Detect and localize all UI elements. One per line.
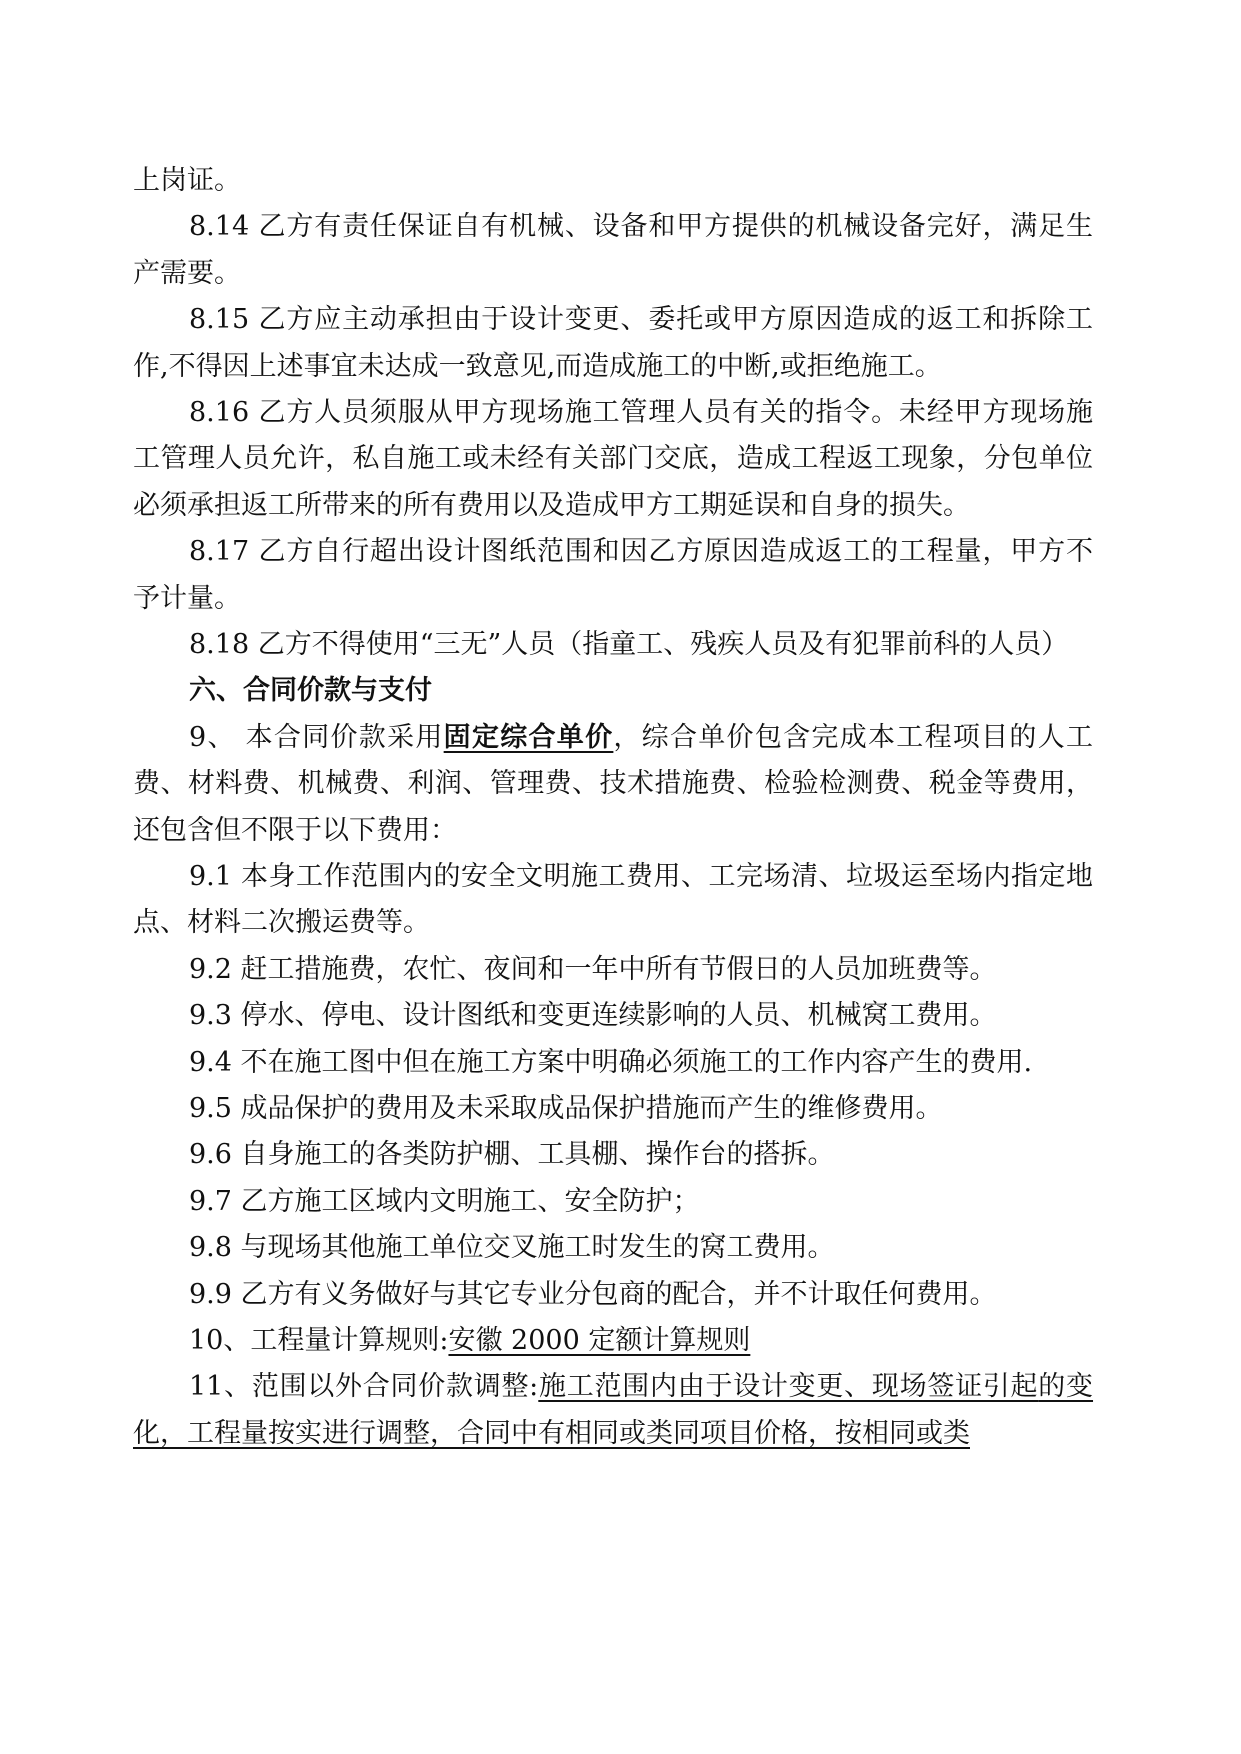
clause-9-6: 9.6 自身施工的各类防护棚、工具棚、操作台的搭拆。 xyxy=(189,1139,835,1171)
paragraph-line: 上岗证。 xyxy=(133,165,241,196)
clause-10: 10、工程量计算规则:安徽 2000 定额计算规则 xyxy=(189,1325,751,1357)
clause-9-9: 9.9 乙方有义务做好与其它专业分包商的配合，并不计取任何费用。 xyxy=(189,1278,997,1310)
clause-8-14: 8.14 乙方有责任保证自有机械、设备和甲方提供的机械设备完好，满足生产需要。 xyxy=(133,211,1093,289)
clause-9-4: 9.4 不在施工图中但在施工方案中明确必须施工的工作内容产生的费用. xyxy=(189,1046,1033,1078)
clause-11: 11、范围以外合同价款调整:施工范围内由于设计变更、现场签证引起的变化，工程量按实进行调整，合同中有相同或类同项目价格，按相同或类 xyxy=(133,1371,1094,1449)
clause-9: 9、 本合同价款采用固定综合单价，综合单价包含完成本工程项目的人工费、材料费、机械费、利润、管理费、技术措施费、检验检测费、税金等费用，还包含但不限于以下费用： xyxy=(133,721,1094,846)
clause-8-17: 8.17 乙方自行超出设计图纸范围和因乙方原因造成返工的工程量，甲方不予计量。 xyxy=(133,536,1093,614)
section-heading: 六、合同价款与支付 xyxy=(189,675,432,707)
clause-9-2: 9.2 赶工措施费，农忙、夜间和一年中所有节假日的人员加班费等。 xyxy=(189,953,997,985)
clause-8-15: 8.15 乙方应主动承担由于设计变更、委托或甲方原因造成的返工和拆除工作,不得因上述事宜未达成一致意见,而造成施工的中断,或拒绝施工。 xyxy=(133,304,1093,382)
clause-9-7: 9.7 乙方施工区域内文明施工、安全防护； xyxy=(189,1185,700,1217)
clause-9-8: 9.8 与现场其他施工单位交叉施工时发生的窝工费用。 xyxy=(189,1232,835,1264)
clause-9-3: 9.3 停水、停电、设计图纸和变更连续影响的人员、机械窝工费用。 xyxy=(189,1000,997,1032)
document-page xyxy=(133,158,1093,1457)
clause-9-5: 9.5 成品保护的费用及未采取成品保护措施而产生的维修费用。 xyxy=(189,1093,943,1125)
fixed-unit-price-term: 固定综合单价 xyxy=(443,721,614,753)
clause-8-18: 8.18 乙方不得使用“三无”人员（指童工、残疾人员及有犯罪前科的人员） xyxy=(189,629,1069,661)
calculation-rule-value: 安徽 2000 定额计算规则 xyxy=(448,1325,751,1357)
clause-8-16: 8.16 乙方人员须服从甲方现场施工管理人员有关的指令。未经甲方现场施工管理人员允许，私自施工或未经有关部门交底，造成工程返工现象，分包单位必须承担返工所带来的所有费用以及造成甲方工期延误和自身的损失。 xyxy=(133,397,1094,521)
price-adjustment-text: 施工范围内由于设计变更、现场签证引起的变化，工程量按实进行调整，合同中有相同或类同项目价格，按相同或类 xyxy=(133,1371,1094,1449)
clause-9-1: 9.1 本身工作范围内的安全文明施工费用、工完场清、垃圾运至场内指定地点、材料二次搬运费等。 xyxy=(133,861,1093,939)
